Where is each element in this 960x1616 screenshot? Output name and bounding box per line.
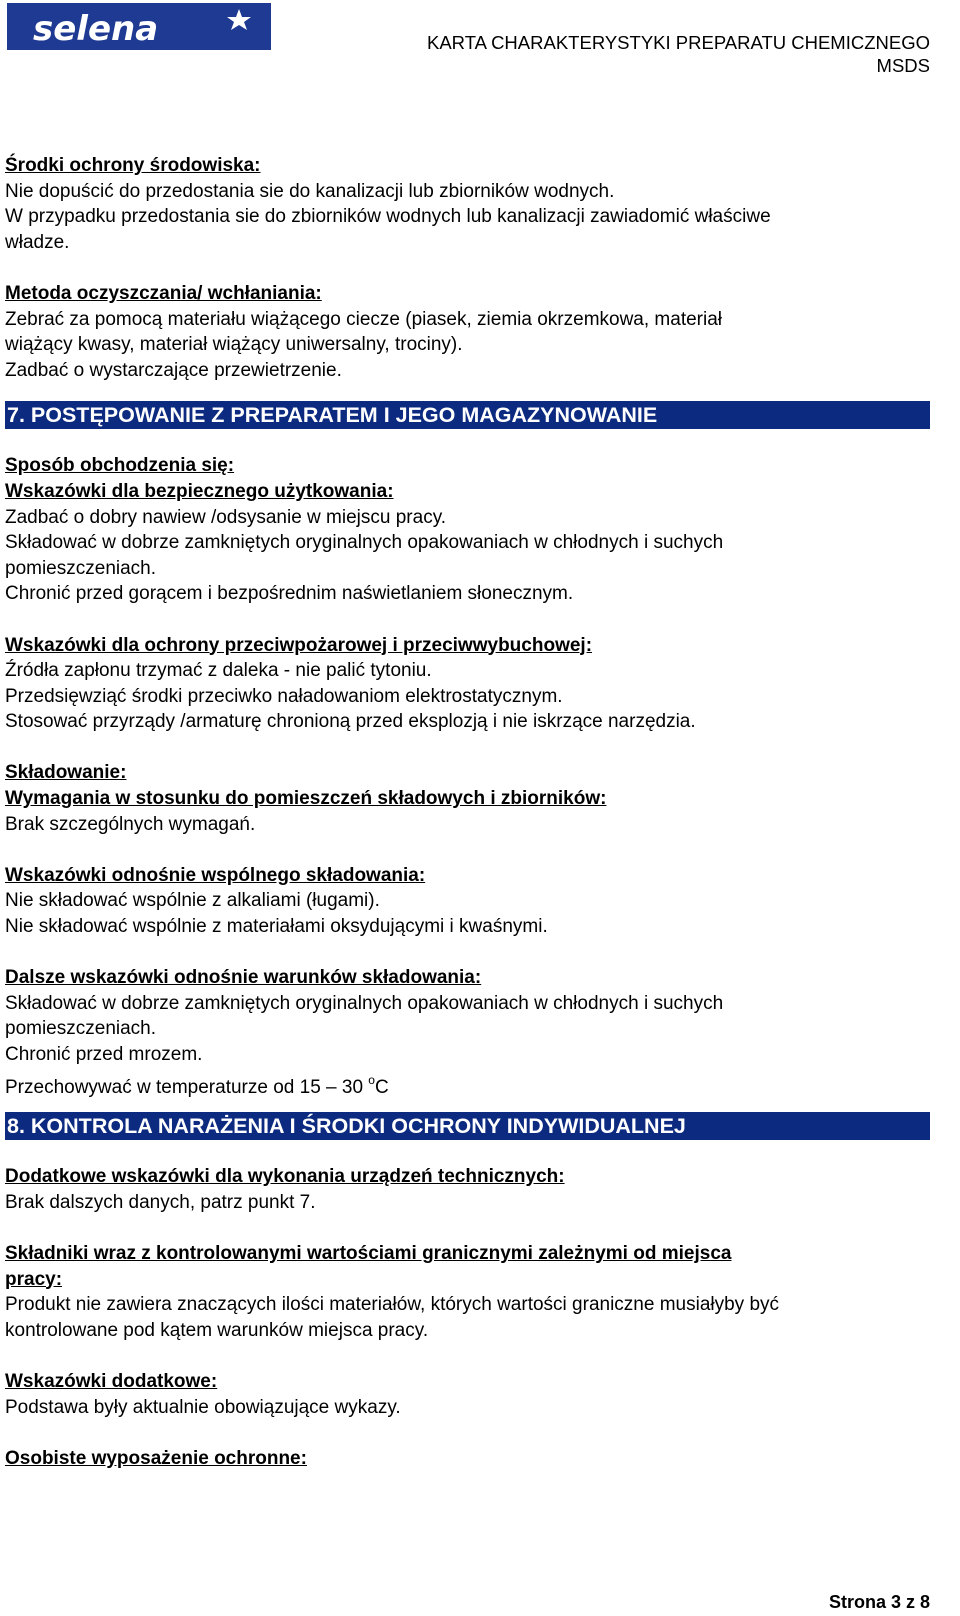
- document-title: KARTA CHARAKTERYSTYKI PREPARATU CHEMICZNEGO: [426, 32, 930, 53]
- paragraph-line: W przypadku przedostania sie do zbiorników wodnych lub kanalizacji zawiadomić właściwe: [5, 206, 771, 228]
- paragraph-line: Nie składować wspólnie z alkaliami (ługami).: [5, 890, 380, 912]
- paragraph-line: Zadbać o dobry nawiew /odsysanie w miejscu pracy.: [5, 506, 447, 528]
- paragraph-line: wiążący kwasy, materiał wiążący uniwersalny, trociny).: [5, 334, 463, 356]
- section-8-title: 8. KONTROLA NARAŻENIA I ŚRODKI OCHRONY INDYWIDUALNEJ: [5, 1112, 930, 1140]
- paragraph-line: Produkt nie zawiera znaczących ilości materiałów, których wartości graniczne musiałyby być: [5, 1294, 780, 1316]
- company-logo: [7, 3, 271, 50]
- paragraph-line: Stosować przyrządy /armaturę chronioną przed eksplozją i nie iskrzące narzędzia.: [5, 711, 696, 733]
- temperature-unit: C: [374, 1076, 389, 1098]
- paragraph-line: pomieszczeniach.: [5, 557, 157, 579]
- limits-heading-cont: pracy:: [5, 1268, 63, 1290]
- paragraph-line: Składować w dobrze zamkniętych oryginalnych opakowaniach w chłodnych i suchych: [5, 532, 724, 554]
- degree-superscript: o: [368, 1072, 375, 1087]
- paragraph-line: Źródła zapłonu trzymać z daleka - nie palić tytoniu.: [5, 660, 432, 682]
- paragraph-line: pomieszczeniach.: [5, 1018, 157, 1040]
- safe-use-heading: Wskazówki dla bezpiecznego użytkowania:: [5, 480, 394, 502]
- ppe-heading: Osobiste wyposażenie ochronne:: [5, 1447, 307, 1469]
- document-body: [5, 153, 930, 1471]
- handling-heading: Sposób obchodzenia się:: [5, 455, 235, 477]
- paragraph-line: Przedsięwziąć środki przeciwko naładowaniom elektrostatycznym.: [5, 685, 563, 707]
- paragraph-line: Brak dalszych danych, patrz punkt 7.: [5, 1191, 316, 1213]
- paragraph-line: kontrolowane pod kątem warunków miejsca pracy.: [5, 1319, 429, 1341]
- paragraph-line: Brak szczególnych wymagań.: [5, 813, 256, 835]
- extra-heading: Wskazówki dodatkowe:: [5, 1370, 218, 1392]
- further-storage-heading: Dalsze wskazówki odnośnie warunków składowania:: [5, 967, 482, 989]
- temperature-line: [5, 1068, 930, 1101]
- section-7-title: 7. POSTĘPOWANIE Z PREPARATEM I JEGO MAGAZYNOWANIE: [5, 401, 930, 429]
- limits-heading: Składniki wraz z kontrolowanymi wartościami granicznymi zależnymi od miejsca: [5, 1242, 732, 1264]
- paragraph-line: Chronić przed mrozem.: [5, 1044, 203, 1065]
- env-protection-heading: Środki ochrony środowiska:: [5, 155, 261, 176]
- technical-heading: Dodatkowe wskazówki dla wykonania urządzeń technicznych:: [5, 1166, 565, 1188]
- temperature-text: Przechowywać w temperaturze od 15 – 30: [5, 1076, 369, 1098]
- paragraph-line: Składować w dobrze zamkniętych oryginalnych opakowaniach w chłodnych i suchych: [5, 992, 724, 1014]
- paragraph-line: Zebrać za pomocą materiału wiążącego ciecze (piasek, ziemia okrzemkowa, materiał: [5, 308, 723, 330]
- paragraph-line: Nie składować wspólnie z materiałami oksydującymi i kwaśnymi.: [5, 916, 548, 938]
- joint-storage-heading: Wskazówki odnośnie wspólnego składowania:: [5, 864, 426, 886]
- paragraph-line: władze.: [5, 231, 70, 253]
- storage-heading: Składowanie:: [5, 762, 127, 784]
- cleanup-heading: Metoda oczyszczania/ wchłaniania:: [5, 282, 322, 304]
- paragraph-line: Nie dopuścić do przedostania sie do kanalizacji lub zbiorników wodnych.: [5, 180, 615, 202]
- page-number: Strona 3 z 8: [828, 1592, 930, 1612]
- paragraph-line: Podstawa były aktualnie obowiązujące wykazy.: [5, 1396, 401, 1418]
- storage-requirements-heading: Wymagania w stosunku do pomieszczeń składowych i zbiorników:: [5, 788, 607, 810]
- paragraph-line: Chronić przed gorącem i bezpośrednim naświetlaniem słonecznym.: [5, 583, 574, 605]
- document-subtitle: MSDS: [876, 55, 930, 76]
- logo-wordmark: selena: [33, 9, 159, 49]
- fire-protection-heading: Wskazówki dla ochrony przeciwpożarowej i przeciwwybuchowej:: [5, 634, 593, 656]
- paragraph-line: Zadbać o wystarczające przewietrzenie.: [5, 359, 342, 381]
